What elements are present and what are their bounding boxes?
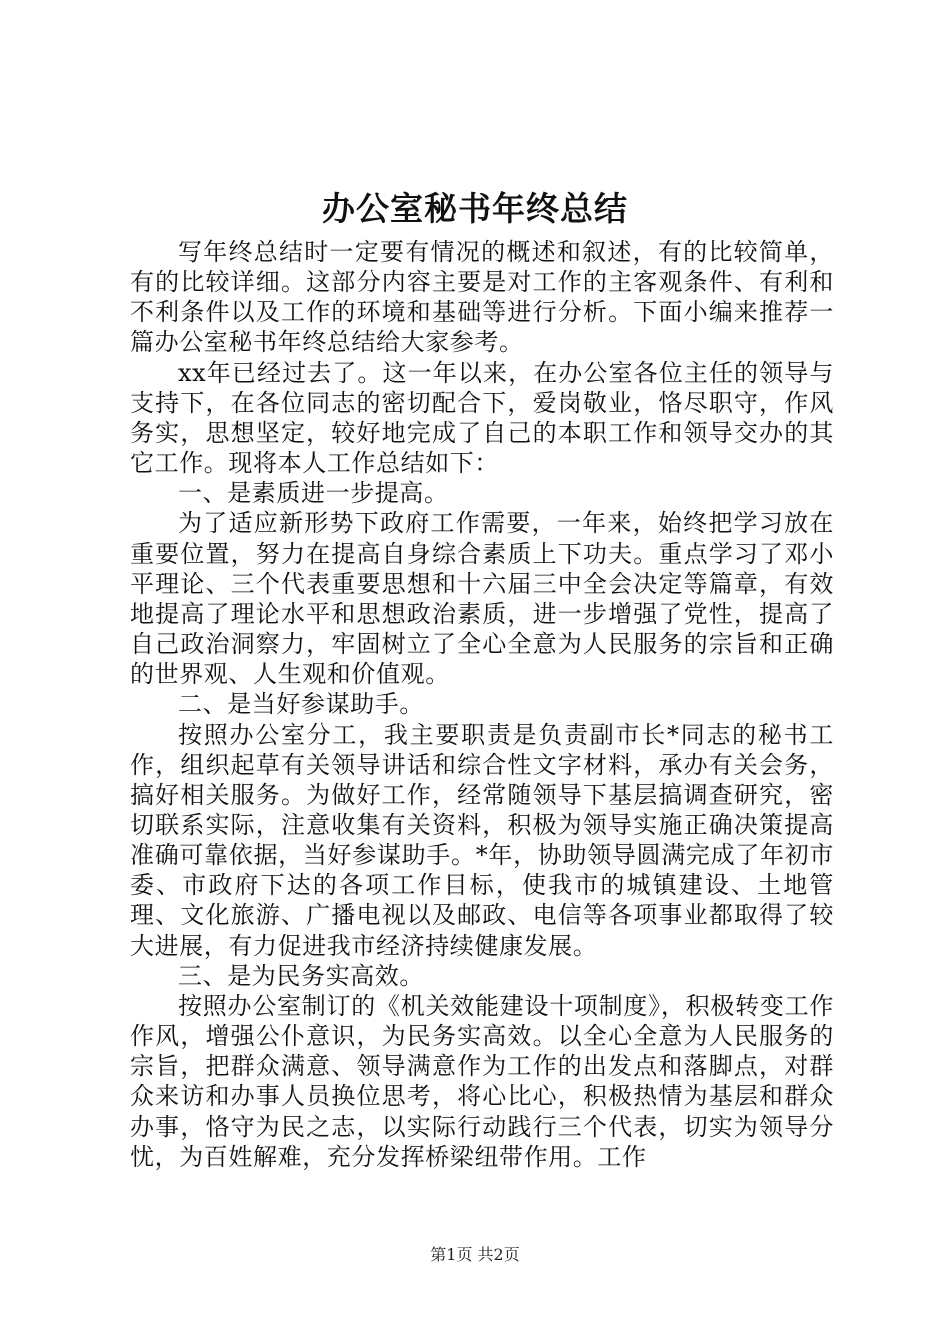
page-number-footer: 第1页 共2页 [430,1245,520,1264]
paragraph-section-2: 按照办公室分工，我主要职责是负责副市长*同志的秘书工作，组织起草有关领导讲话和综合性文字材料，承办有关会务，搞好相关服务。为做好工作，经常随领导下基层搞调查研究，密切联系实际，注意收集有关资料，积极为领导实施正确决策提高准确可靠依据，当好参谋助手。*年，协助领导圆满完成了年初市委、市政府下达的各项工作目标，使我市的城镇建设、土地管理、文化旅游、广播电视以及邮政、电信等各项事业都取得了较大进展，有力促进我市经济持续健康发展。 [130,720,834,960]
document-body [130,237,834,1172]
section-heading-1: 一、是素质进一步提高。 [178,479,449,508]
section-heading-3: 三、是为民务实高效。 [178,961,424,990]
paragraph-overview: xx年已经过去了。这一年以来，在办公室各位主任的领导与支持下，在各位同志的密切配合下，爱岗敬业，恪尽职守，作风务实，思想坚定，较好地完成了自己的本职工作和领导交办的其它工作。现将本人工作总结如下： [130,358,834,478]
paragraph-intro: 写年终总结时一定要有情况的概述和叙述，有的比较简单，有的比较详细。这部分内容主要是对工作的主客观条件、有利和不利条件以及工作的环境和基础等进行分析。下面小编来推荐一篇办公室秘书年终总结给大家参考。 [130,238,834,357]
section-heading-2: 二、是当好参谋助手。 [178,690,424,719]
paragraph-section-3: 按照办公室制订的《机关效能建设十项制度》，积极转变工作作风，增强公仆意识，为民务实高效。以全心全意为人民服务的宗旨，把群众满意、领导满意作为工作的出发点和落脚点，对群众来访和办事人员换位思考，将心比心，积极热情为基层和群众办事，恪守为民之志，以实际行动践行三个代表，切实为领导分忧，为百姓解难，充分发挥桥梁纽带作用。工作 [130,991,834,1171]
document-title: 办公室秘书年终总结 [322,189,628,228]
paragraph-section-1: 为了适应新形势下政府工作需要，一年来，始终把学习放在重要位置，努力在提高自身综合素质上下功夫。重点学习了邓小平理论、三个代表重要思想和十六届三中全会决定等篇章，有效地提高了理论水平和思想政治素质，进一步增强了党性，提高了自己政治洞察力，牢固树立了全心全意为人民服务的宗旨和正确的世界观、人生观和价值观。 [130,509,834,689]
